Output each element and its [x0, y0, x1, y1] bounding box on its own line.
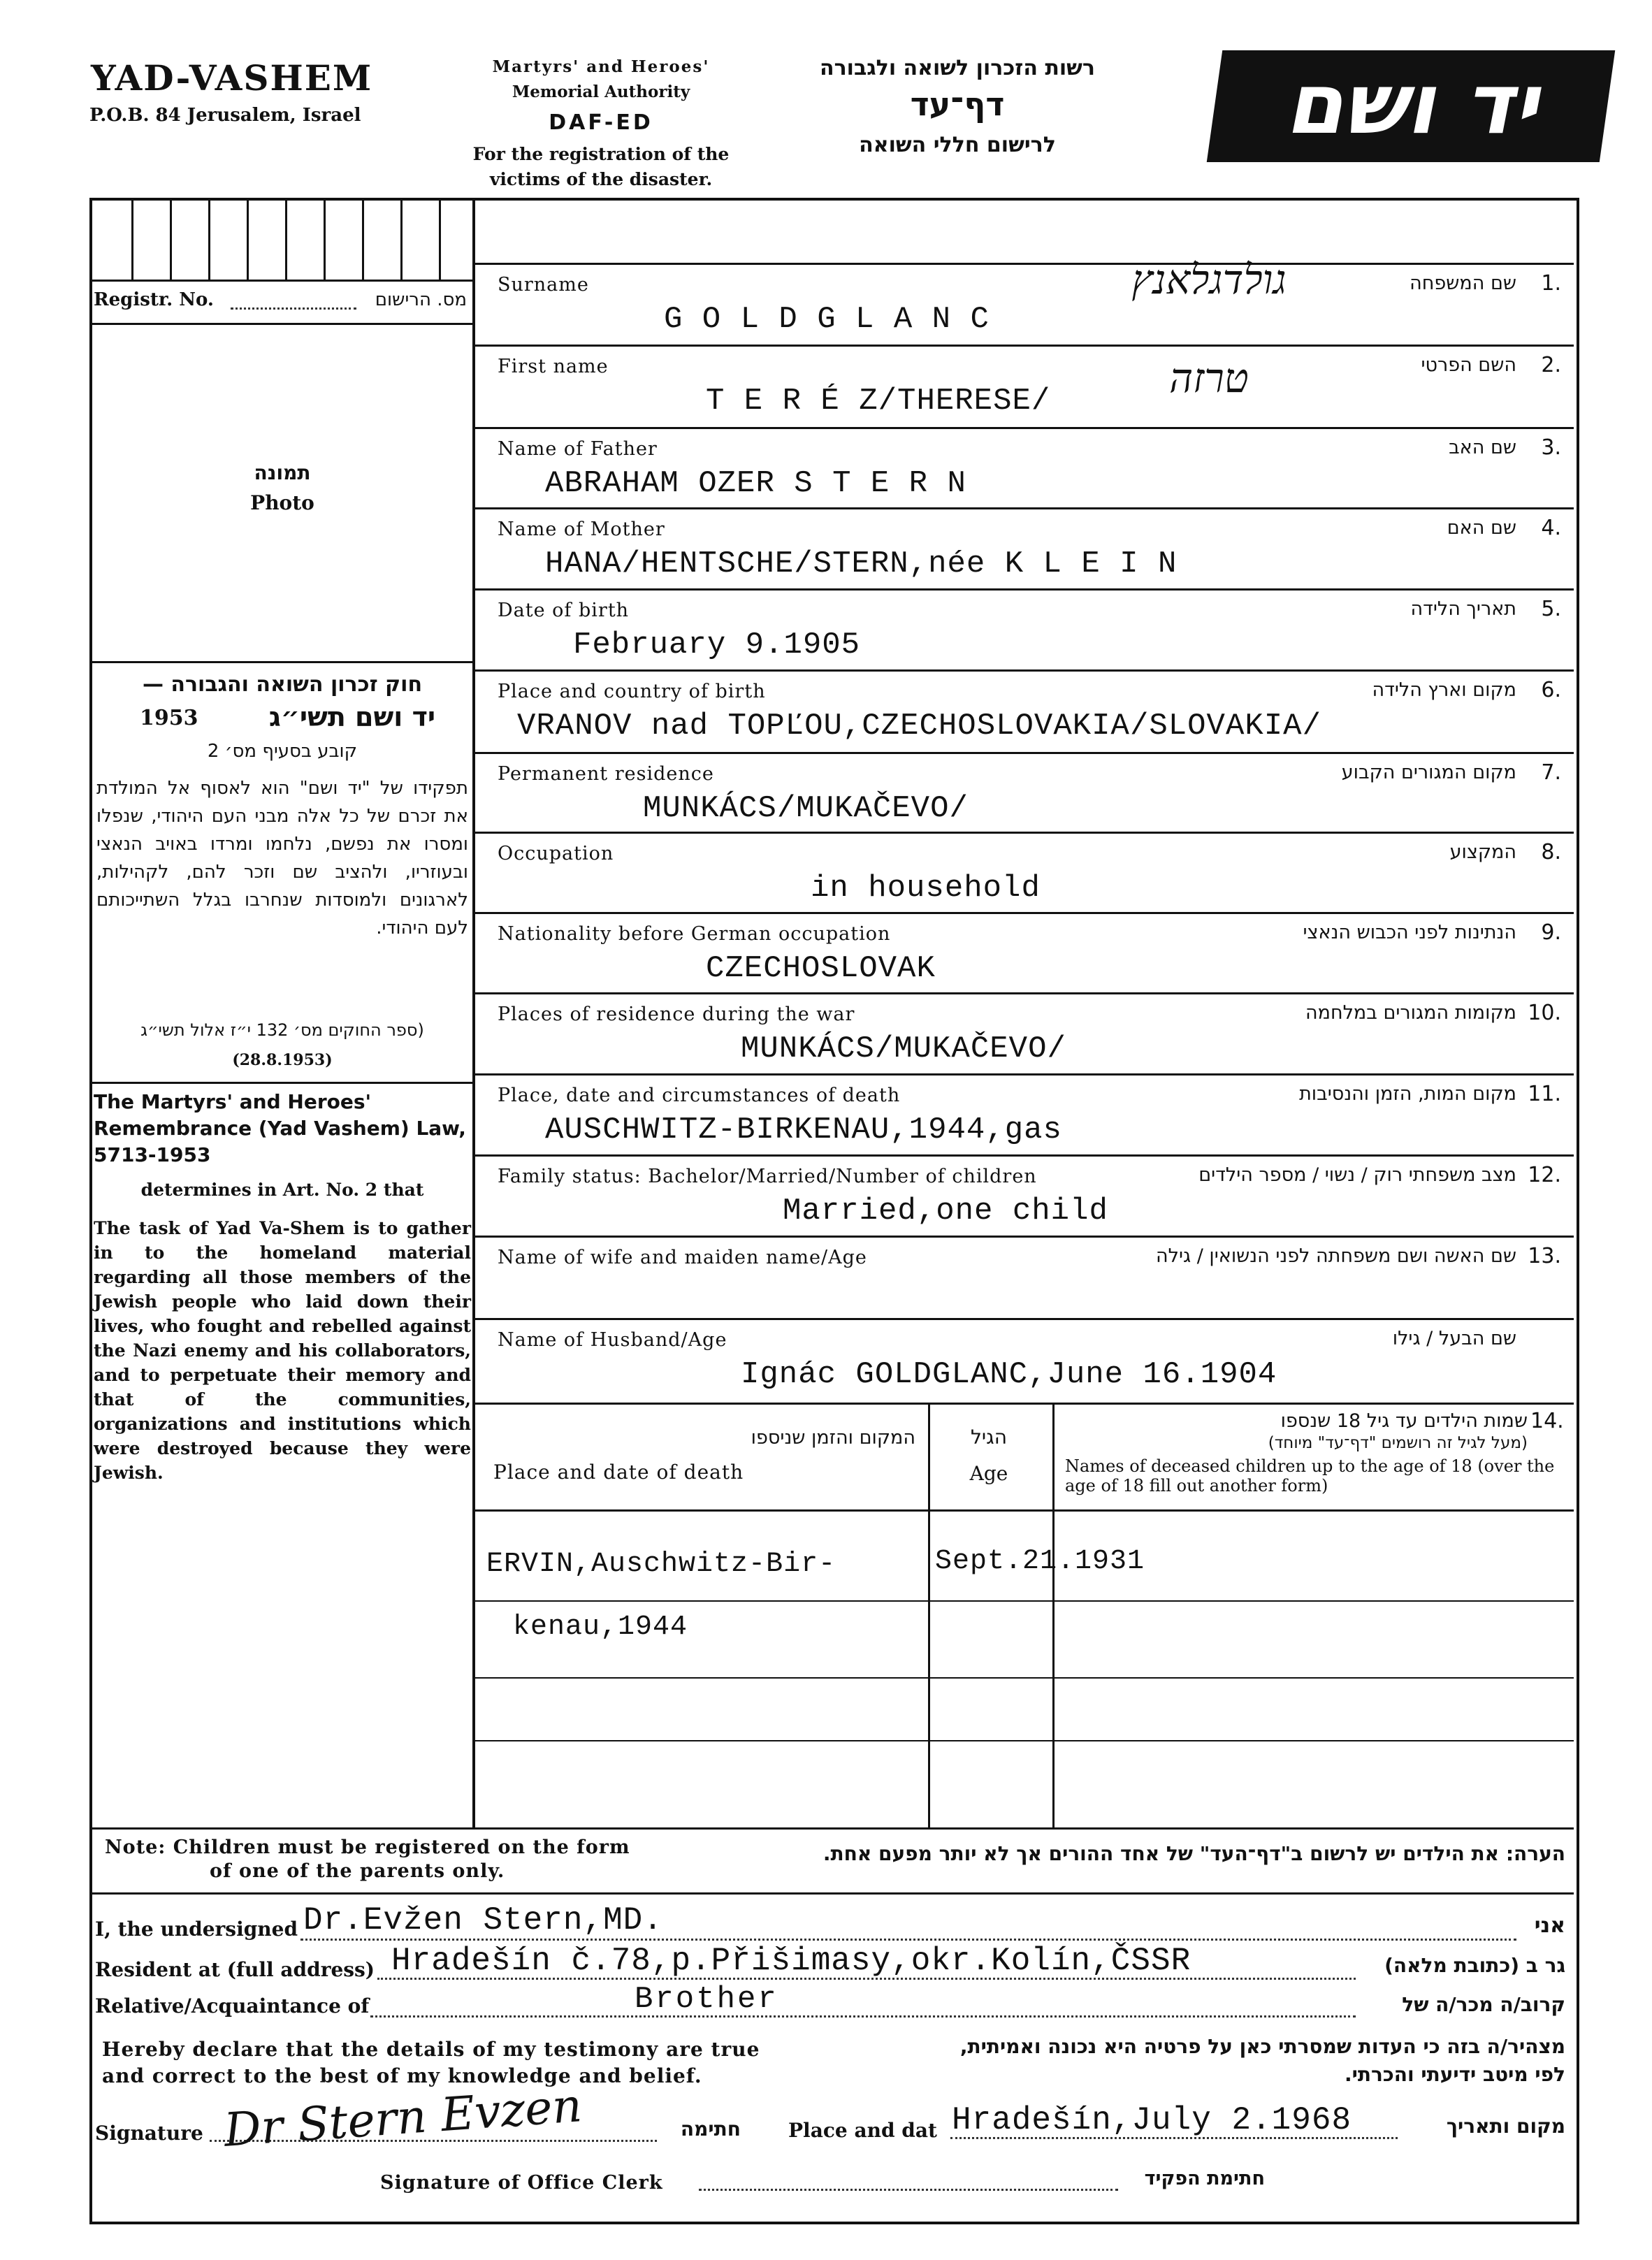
field-label: Name of Husband/Age: [498, 1329, 727, 1351]
field-row-11: [475, 1075, 1572, 1153]
field-label-he: שם האב: [1449, 437, 1516, 458]
registr-no-field[interactable]: [231, 307, 356, 310]
field-label: Permanent residence: [498, 763, 714, 785]
child-place-header-he: המקום והזמן שניספו: [751, 1427, 915, 1449]
place-date-label: Place and dat: [788, 2119, 937, 2142]
daf-ed-title: DAF-ED: [549, 110, 653, 135]
field-row-12: [475, 1156, 1572, 1234]
signature-label: Signature: [95, 2122, 203, 2145]
relative-label: Relative/Acquaintance of: [95, 1994, 370, 2018]
place-date-value[interactable]: Hradešín,July 2.1968: [952, 2102, 1352, 2138]
field-value[interactable]: in household: [811, 871, 1041, 906]
relative-he: קרוב/ה מכר/ה של: [1402, 1993, 1565, 2016]
authority-line-2: Memorial Authority: [512, 82, 690, 101]
law-art-en: determines in Art. No. 2 that: [140, 1180, 424, 1200]
law-ref-date: (28.8.1953): [232, 1051, 333, 1069]
place-date-he: מקום ותאריך: [1446, 2115, 1565, 2138]
purpose-line-1: For the registration of the: [472, 144, 730, 164]
field-value[interactable]: Married,one child: [783, 1194, 1108, 1229]
declare-he-2: לפי מיטב ידיעתי והכרתי.: [1345, 2063, 1565, 2086]
registr-no-label: Registr. No.: [94, 289, 214, 310]
field-label-he: שם המשפחה: [1410, 273, 1516, 294]
child-names-header-he: שמות הילדים עד גיל 18 שנספו: [1280, 1410, 1528, 1432]
field-label-he: מקום וארץ הלידה: [1372, 679, 1516, 701]
child-place-value-1: ERVIN,Auschwitz-Bir-: [486, 1549, 836, 1580]
field-label-he: תאריך הלידה: [1410, 598, 1516, 620]
undersigned-label: I, the undersigned: [95, 1918, 298, 1941]
child-names-header: Names of deceased children up to the age of 18 (over the age of 18 fill out another form): [1065, 1456, 1555, 1495]
field-label: Family status: Bachelor/Married/Number of children: [498, 1166, 1037, 1187]
field-row-14: [475, 1319, 1572, 1398]
field-label-he: השם הפרטי: [1421, 354, 1516, 376]
field-row-5: [475, 590, 1572, 668]
field-label-he: הנתינות לפני הכבוש הנאצי: [1303, 922, 1516, 943]
declare-en-2: and correct to the best of my knowledge and belief.: [102, 2064, 702, 2087]
relative-value[interactable]: Brother: [635, 1982, 778, 2017]
field-value[interactable]: February 9.1905: [573, 628, 861, 662]
law-title-en: The Martyrs' and Heroes' Remembrance (Yad Vashem) Law, 5713-1953: [94, 1090, 466, 1166]
field-value[interactable]: ABRAHAM OZER S T E R N: [545, 466, 966, 501]
field-label-he: מקום המות, הזמן והנסיבות: [1299, 1083, 1516, 1105]
field-row-2: [475, 346, 1572, 424]
field-row-1: [475, 256, 1572, 342]
undersigned-he: אני: [1534, 1913, 1565, 1938]
field-row-7: [475, 753, 1572, 832]
field-value[interactable]: T E R É Z/THERESE/: [706, 384, 1051, 419]
law-text-en: The task of Yad Va-Shem is to gather in to the homeland material regarding all those members of the Jewish people who laid down their lives, who fought and rebelled against the Nazi enemy and his collaborators, and to perpetuate their memory and that of the communities, organizations and institutions which were destroyed because they were Jewish.: [94, 1218, 471, 1483]
field-handwritten-hebrew: טרזה: [1169, 354, 1249, 402]
field-label: Places of residence during the war: [498, 1004, 855, 1025]
field-label: Nationality before German occupation: [498, 923, 891, 945]
declare-he-1: מצהיר/ה בזה כי העדות שמסרתי כאן על פרטיה היא נכונה ואמיתית,: [959, 2035, 1565, 2058]
field-label-he: מקום המגורים הקבוע: [1341, 762, 1516, 783]
registr-no-label-he: מס. הרישום: [375, 289, 467, 310]
field-label: Place, date and circumstances of death: [498, 1085, 901, 1106]
note-en-1: Note: Children must be registered on the form: [105, 1837, 630, 1858]
org-name: YAD-VASHEM: [91, 57, 373, 99]
field-label-he: שם האשה ושם משפחתה לפני הנשואין / גילה: [1155, 1245, 1516, 1267]
field-label-he: מקומות המגורים במלחמה: [1305, 1002, 1516, 1024]
law-ref-he: (ספר החוקים מס׳ 132 י״ז אלול תשי״ג: [140, 1020, 424, 1040]
field-value[interactable]: MUNKÁCS/MUKAČEVO/: [643, 791, 969, 826]
child-age-value: Sept.21.1931: [935, 1546, 1145, 1577]
law-art-he: קובע בסעיף מס׳ 2: [207, 741, 358, 762]
field-row-10: [475, 994, 1572, 1072]
declare-en-1: Hereby declare that the details of my testimony are true: [102, 2038, 760, 2061]
purpose-line-2: victims of the disaster.: [489, 169, 713, 189]
field-label: Name of wife and maiden name/Age: [498, 1247, 867, 1268]
field-value[interactable]: VRANOV nad TOPĽOU,CZECHOSLOVAKIA/SLOVAKIA/: [517, 709, 1321, 744]
field-number: 12.: [1528, 1163, 1561, 1187]
photo-label-he: תמונה: [254, 461, 311, 484]
org-address: P.O.B. 84 Jerusalem, Israel: [89, 105, 361, 126]
field-value[interactable]: MUNKÁCS/MUKAČEVO/: [741, 1031, 1066, 1066]
law-title-he-2: יד ושם תשי״ג: [268, 702, 436, 732]
resident-he: גר ב (כתובת מלאה): [1384, 1954, 1565, 1977]
law-text-he: תפקידו של "יד ושם" הוא לאסוף אל המולדת את זכרם של כל אלה מבני העם היהודי, שנפלו ומסרו את נפשם, נלחמו ומרדו באויב הנאצי ובעוזריו, ולהציב שם וזכר להם, לקהילות, לארגונים ולמוסדות שנחרבו בגלל השתייכותם לעם היהודי.: [96, 778, 468, 939]
field-label-he: המקצוע: [1449, 841, 1516, 863]
child-place-header: Place and date of death: [493, 1461, 744, 1484]
resident-value[interactable]: Hradešín č.78,p.Přišimasy,okr.Kolín,ČSSR: [391, 1943, 1191, 1979]
purpose-he: לרישום חללי השואה: [859, 133, 1056, 157]
field-number: 1.: [1541, 271, 1561, 296]
field-label: Occupation: [498, 843, 614, 864]
photo-label: Photo: [250, 491, 314, 514]
field-label: Place and country of birth: [498, 681, 766, 702]
field-label-he: מצב משפחתי רוק / נשוי / מספר הילדים: [1198, 1164, 1516, 1186]
law-title-he: חוק זכרון השואה והגבורה —: [142, 672, 423, 697]
field-number: 7.: [1541, 760, 1561, 785]
undersigned-value[interactable]: Dr.Evžen Stern,MD.: [303, 1902, 663, 1939]
field-number: 2.: [1541, 353, 1561, 377]
note-he: הערה: את הילדים יש לרשום ב"דף־העד" של אחד ההורים אך לא יותר מפעם אחת.: [823, 1842, 1565, 1865]
field-number: 9.: [1541, 920, 1561, 945]
clerk-he: חתימת הפקיד: [1144, 2168, 1265, 2189]
logo-text: יד ושם: [1284, 56, 1539, 153]
field-row-9: [475, 913, 1572, 992]
field-value[interactable]: CZECHOSLOVAK: [706, 951, 936, 986]
field-14-number: 14.: [1530, 1409, 1564, 1433]
field-number: 6.: [1541, 678, 1561, 702]
field-row-8: [475, 833, 1572, 911]
child-age-header-he: הגיל: [970, 1426, 1007, 1449]
clerk-label: Signature of Office Clerk: [380, 2172, 663, 2194]
field-number: 10.: [1528, 1001, 1561, 1025]
field-label-he: שם הבעל / גילו: [1392, 1328, 1516, 1349]
field-label: Name of Mother: [498, 519, 665, 540]
field-row-3: [475, 428, 1572, 507]
child-place-value-2: kenau,1944: [513, 1611, 688, 1643]
field-label: First name: [498, 356, 609, 377]
field-number: 3.: [1541, 435, 1561, 460]
law-year: 1953: [140, 706, 198, 730]
resident-label: Resident at (full address): [95, 1958, 375, 1981]
field-number: 4.: [1541, 516, 1561, 540]
child-age-header: Age: [969, 1462, 1008, 1485]
field-number: 13.: [1528, 1244, 1561, 1268]
field-label: Date of birth: [498, 600, 630, 621]
field-row-13: [475, 1237, 1572, 1315]
authority-he: רשות הזכרון לשואה ולגבורה: [820, 56, 1095, 80]
field-label-he: שם האם: [1447, 517, 1516, 539]
daf-ed-he: דף־עד: [910, 85, 1005, 123]
field-value[interactable]: AUSCHWITZ-BIRKENAU,1944,gas: [545, 1113, 1062, 1147]
field-value[interactable]: Ignác GOLDGLANC,June 16.1904: [741, 1357, 1277, 1392]
child-names-header-he-2: (מעל לגיל זה רושמים "דף־עד" מיוחד): [1268, 1434, 1528, 1452]
field-label: Name of Father: [498, 438, 658, 460]
field-number: 8.: [1541, 840, 1561, 864]
note-en-2: of one of the parents only.: [210, 1860, 505, 1882]
field-number: 5.: [1541, 597, 1561, 621]
field-number: 11.: [1528, 1082, 1561, 1106]
field-row-4: [475, 509, 1572, 587]
field-row-6: [475, 671, 1572, 749]
field-handwritten-hebrew: גולדגלאנץ: [1131, 256, 1287, 303]
signature-handwriting[interactable]: Dr Stern Evzen: [222, 2078, 584, 2157]
field-value[interactable]: G O L D G L A N C: [664, 302, 990, 337]
signature-he: חתימה: [680, 2117, 741, 2141]
field-label: Surname: [498, 274, 589, 296]
field-value[interactable]: HANA/HENTSCHE/STERN,née K L E I N: [545, 546, 1178, 581]
authority-line-1: Martyrs' and Heroes': [492, 57, 710, 76]
